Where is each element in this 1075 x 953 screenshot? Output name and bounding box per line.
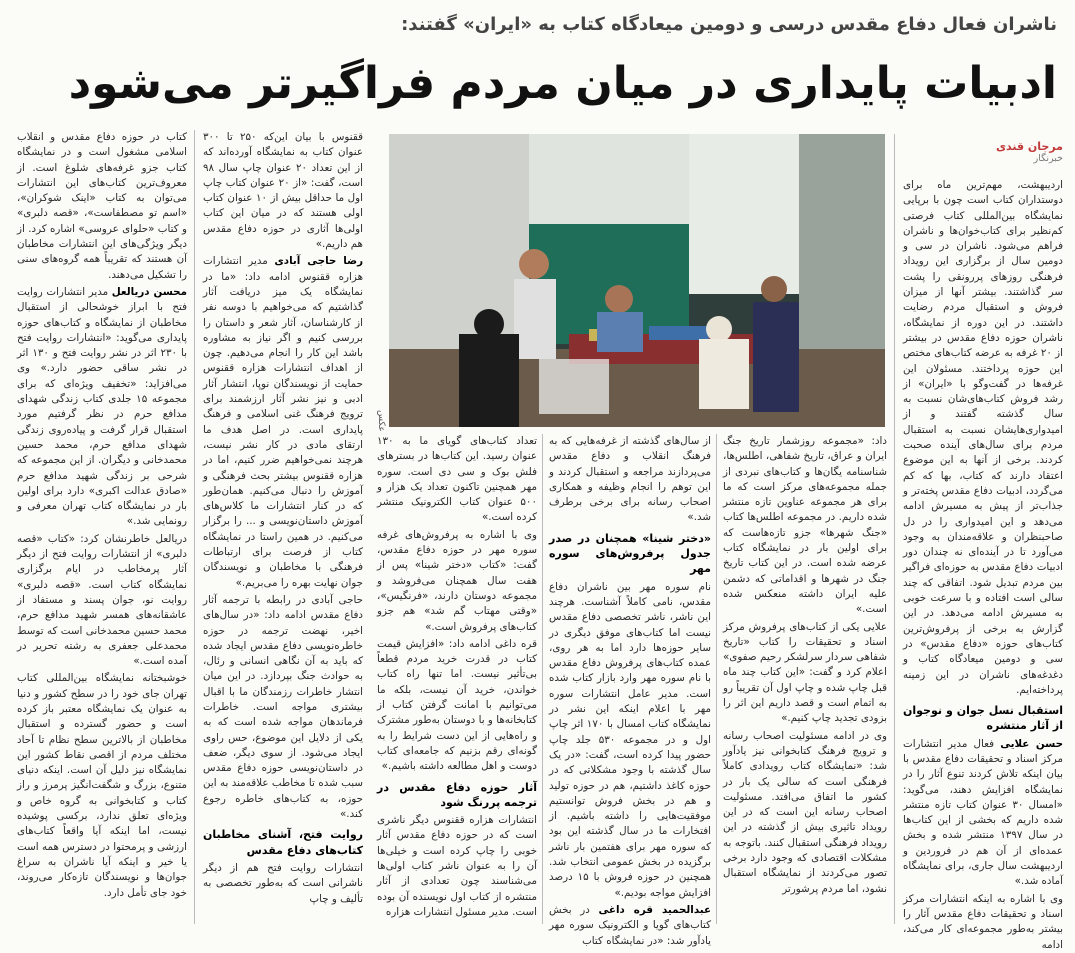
paragraph: داد: «مجموعه روزشمار تاریخ جنگ ایران و عراق، تاریخ شفاهی، اطلس‌ها، شناسنامه یگان‌ها و کتاب‌های نبردی از جمله مجموعه‌های مرکز است که ما برای هر مجموعه عناوین تازه منتشر شده داریم. در مجموعه اطلس‌ها کتاب «جنگ شهرها» جزو تازه‌هاست که برای اولین بار در نمایشگاه کتاب عرضه شده است. در این کتاب تاریخ جنگ در شهرها و اقداماتی که دشمن علیه ایران داشته منعکس شده است.» [723,435,887,616]
column-divider [716,434,717,924]
person-name: رضا حاجی آبادی [274,255,363,268]
paragraph-text: در بخش کتاب‌های گویا و الکترونیک سوره مهر یادآور شد: «در نمایشگاه کتاب [549,903,711,947]
paragraph [903,737,1063,890]
paragraph [203,254,363,591]
article-photo [389,134,885,427]
paragraph: دریالعل خاطرنشان کرد: «کتاب «قصه دلبری» از انتشارات روایت فتح از دیگر آثار پرمخاطب در ایام برگزاری نمایشگاه کتاب است. «قصه دلبری» روایت نو، جوان پسند و مستفاد از عاشقانه‌های همسر شهید مدافع حرم، محمد حسین محمدخانی است که توسط محمدعلی جعفری به رشته تحریر در آمده است.» [17,532,187,668]
paragraph [17,285,187,530]
subheading: آثار حوزه دفاع مقدس در ترجمه پررنگ شود [377,780,537,809]
paragraph: قره داغی ادامه داد: «افزایش قیمت کتاب در قدرت خرید مردم قطعاً بی‌تأثیر نیست. اما تنها راه کتاب خواندن، خرید آن نیست، بلکه ما می‌توانیم با امانت گرفتن کتاب از کتابخانه‌ها و با دوستان به‌طور مشترک و راه‌هایی از این دست شرایط را به گونه‌ای رقم بزنیم که جامعه‌ای کتاب دوست و اهل مطالعه داشته باشیم.» [377,637,537,773]
paragraph: انتشارات روایت فتح هم از دیگر ناشرانی است که به‌طور تخصصی به تألیف و چاپ [203,861,363,905]
paragraph: وی در ادامه مسئولیت اصحاب رسانه و ترویج فرهنگ کتابخوانی نیز یادآور شد: «نمایشگاه کتاب رویدادی کاملاً فرهنگی است که سالی یک بار در کشور ما اتفاق می‌افتد. مسئولیت اصحاب رسانه این است که در این رویداد تاثیری بیش از گذشته در این رویداد فرهنگی استقبال کنند. باتوجه به مشکلات اقتصادی که وجود دارد برخی تصور می‌کردند از نمایشگاه استقبال نشود، اما مردم پرشورتر [723,729,887,895]
column-2 [723,434,887,924]
book-fair-photo-illustration [389,134,885,427]
column-1 [903,178,1064,951]
person-name: محسن دریالعل [111,285,187,298]
column-divider [542,434,543,924]
subheading: استقبال نسل جوان و نوجوان از آثار منتشره [903,704,1063,733]
author-role: خبرنگار [1033,153,1063,164]
article-kicker: ناشران فعال دفاع مقدس درسی و دومین میعادگاه کتاب به «ایران» گفتند: [401,14,1057,35]
column-6 [17,130,187,924]
column-4 [377,434,537,924]
paragraph-text: فعال مدیر انتشارات مرکز اسناد و تحقیقات دفاع مقدس با بیان اینکه تلاش کردند تنوع آثار را در نمایشگاه افزایش دهند، می‌گوید: «امسال ۳۰ عنوان کتاب تازه منتشر شده داریم که بخشی از این کتاب‌ها در سال ۱۳۹۷ منتشر شده و بخش عمده‌ای از آن هم در فروردین و اردیبهشت سال جاری، برای نمایشگاه آماده شد.» [903,737,1063,888]
paragraph: ققنوس با بیان این‌که ۲۵۰ تا ۳۰۰ عنوان کتاب به نمایشگاه آورده‌اند که از این تعداد ۲۰ عنوان چاپ سال ۹۸ است، گفت: «از ۲۰ عنوان کتاب چاپ اول ما حداقل بیش از ۱۰ عنوان کتاب اولی هستند که در میان این کتاب اولی‌ها آثاری در حوزه دفاع مقدس هم داریم.» [203,131,363,251]
paragraph: حاجی آبادی در رابطه با ترجمه آثار دفاع مقدس ادامه داد: «در سال‌های اخیر، نهضت ترجمه در حوزه خاطره‌نویسی دفاع مقدس ایجاد شده که باید به آن نگاهی انسانی و رئال، به حوادث جنگ بپردازد. در این میان انتشار خاطرات رزمندگان ما با اقبال بیشتری مواجه است. خاطرات فرماندهان مواجه شده است که به یکی از دلایل این موضوع، حس راوی ایجاد می‌شود. از سوی دیگر، ضعف در داستان‌نویسی حوزه دفاع مقدس سبب شده تا مخاطب علاقه‌مند به این حوزه، به کتاب‌های خاطره رجوع کند.» [203,593,363,821]
paragraph: خوشبختانه نمایشگاه بین‌المللی کتاب تهران جای خود را در سطح کشور و دنیا به عنوان یک نمایشگاه معتبر باز کرده است و حضور گسترده و استقبال مخاطبان از بالاترین سطح نظام تا آحاد مختلف مردم از اقصی نقاط کشور این نمایشگاه نیز دلیل آن است. اینکه دنیای متنوع، بزرگ و شگفت‌انگیز پرمرز و راز کتاب و کتابخوانی به گروه خاص و ویژه‌ای تعلق ندارد، برکسی پوشیده نیست، اما اینکه آیا واقعاً کتاب‌های ارزشی و پرمحتوا در دسترس همه است یا خیر و اینکه آیا ناشران به سراغ جوان‌ها و نویسندگان تازه‌کار می‌روند، خود جای تأمل دارد. [17,672,187,899]
paragraph-text: مدیر انتشارات هزاره ققنوس ادامه داد: «ما در نمایشگاه یک میز دریافت آثار گذاشتیم که می‌خواهیم با دوسه نفر از کارشناسان، آثار شعر و داستان را بررسی کنیم و اگر نیاز به مشاوره باشد این کار را انجام می‌دهیم. چون از اهداف انتشارات هزاره ققنوس حمایت از نویسندگان نوپا، انتشار آثار ادبی و نیز نشر آثار ارزشمند برای ترویج فرهنگ غنی اسلامی و فرهنگ پایداری است. در اصل هدف ما ارتقای مادی در کار نشر نیست، هرچند نمی‌خواهیم ضرر کنیم، اما در هزاره ققنوس بیشتر بحث فرهنگی و آموزش را دنبال می‌کنیم. همان‌طور که در کنار انتشارات ما کلاس‌های آموزش داستان‌نویسی و ... را برگزار می‌کنیم. در همین راستا در نمایشگاه کتاب از فرصت برای ارتباطات فرهنگی با مخاطبان و نویسندگان جوان نهایت بهره را می‌بریم.» [203,255,363,589]
paragraph [549,903,711,949]
column-5 [203,130,363,924]
subheading: روایت فتح، آشنای مخاطبان کتاب‌های دفاع مقدس [203,828,363,857]
paragraph: انتشارات هزاره ققنوس دیگر ناشری است که در حوزه دفاع مقدس آثار خوبی را چاپ کرده است و خیلی‌ها آن را به عنوان ناشر کتاب اولی‌ها می‌شناسند چون تعدادی از آثار منتشره از کتاب اول نویسنده آن بوده است. مدیر مسئول انتشارات هزاره [377,814,537,918]
paragraph: علایی یکی از کتاب‌های پرفروش مرکز اسناد و تحقیقات را کتاب «تاریخ شفاهی سردار سرلشکر رحیم صفوی» اعلام کرد و گفت: «این کتاب چند ماه قبل چاپ شده و چاپ اول آن تقریباً رو به اتمام است و قصد داریم این اثر را بزودی تجدید چاپ کنیم.» [723,620,887,725]
author-name: مرجان قندی [995,140,1063,153]
paragraph: نام سوره مهر بین ناشران دفاع مقدس، نامی کاملاً آشناست. هرچند این ناشر، ناشر تخصصی دفاع مقدس نیست اما کتاب‌های موفق دیگری در سایر حوزه‌ها دارد اما به هر روی، عمده کتاب‌های پرفروش دفاع مقدس با نام سوره مهر وارد بازار کتاب شده است. مدیر عامل انتشارات سوره مهر با اعلام اینکه این نشر در نمایشگاه کتاب امسال با ۱۷۰ اثر چاپ اول و در مجموعه ۵۳۰ جلد چاپ حضور پیدا کرده است، گفت: «در یک سال گذشته با وجود مشکلاتی که در حوزه کاغذ داشتیم، هم در حوزه تولید و هم در بخش فروش توانستیم موفقیت‌هایی را داشته باشیم. از افتخارات ما در سال گذشته این بود که سوره مهر برای هفتمین بار ناشر برگزیده در بخش عمومی انتخاب شد. همچنین در حوزه فروش با ۱۵ درصد افزایش مواجه بودیم.» [549,580,712,899]
person-name: حسن علایی [1000,737,1063,750]
byline [903,140,1063,172]
paragraph: وی با اشاره به اینکه انتشارات مرکز اسناد و تحقیقات دفاع مقدس آثار را بیشتر به‌طور مجموعه‌ای کار می‌کند، ادامه [903,892,1063,951]
person-name: عبدالحمید قره داغی [598,903,711,916]
subheading: «دختر شینا» همچنان در صدر جدول پرفروش‌های سوره مهر [549,531,711,576]
paragraph: وی با اشاره به پرفروش‌های غرفه سوره مهر در حوزه دفاع مقدس، گفت: «کتاب «دختر شینا» پس از هفت سال همچنان می‌فروشد و مجموعه دوستان دارند، «فرنگیس»، «وقتی مهتاب گم شد» هم جزو کتاب‌های پرفروش است.» [377,528,537,633]
paragraph: اردیبهشت، مهم‌ترین ماه برای دوستداران کتاب است چون با برپایی نمایشگاه بین‌المللی کتاب فرصتی کم‌نظیر برای کتاب‌خوان‌ها و ناشران فراهم می‌شود. ناشران در سی و دومین سال از برگزاری این رویداد فرهنگی روزهای پررونقی را پشت سر گذاشتند. بیشتر آنها از میزان فروش و استقبال مردم رضایت داشتند. در این دوره از نمایشگاه، ناشران حوزه دفاع مقدس در بیشتر از ۲۰ غرفه به عرضه کتاب‌های مختص این حوزه پرداختند. مسئولان این غرفه‌ها در گفت‌وگو با «ایران» از رشد فروش کتاب‌های‌شان نسبت به سال گذشته گفتند و از امیدواری‌هایشان نسبت به استقبال مردم برای سال‌های آینده صحبت کردند. برخی از آنها به این موضوع اعتقاد دارند که کتاب، بها که کم می‌گردد، ادبیات دفاع مقدس پخته‌تر و جذاب‌تر از پیش به مسیرش ادامه می‌دهد و این امیدواری را در دل صاحبنظران و علاقه‌مندان به وجود می‌آورد تا در آینده‌ای نه چندان دور ادبیات دفاع مقدس به حوزه‌ای فراگیر بین مردم تبدیل شود. اتفاقی که چند سالی است افتاده و با سرعت خوبی به مسیرش ادامه می‌دهد. در این گزارش به برخی از پرفروش‌ترین کتاب‌های حوزه «دفاع مقدس» در سی و دومین میعادگاه کتاب و دغدغه‌های ناشران در این زمینه پرداخته‌ایم. [903,179,1064,696]
column-divider [894,134,895,924]
paragraph-text: مدیر انتشارات روایت فتح با ابراز خوشحالی از استقبال مخاطبان از نمایشگاه و کتاب‌های حوزه پایداری می‌گوید: «انتشارات روایت فتح با ۲۳۰ اثر در نشر روایت فتح و ۱۳۰ اثر در نشر ساقی حضور دارد.» وی می‌افزاید: «تخفیف ویژه‌ای که برای مجموعه ۱۵ جلدی کتاب زندگی شهدای مدافع حرم در نظر گرفتیم مورد استقبال قرار گرفت و پیاده‌روی زندگی شهدای مدافع حرم، محمد حسین محمدخانی و دیگران. از این مجموعه که شرحی بر زندگی شهید مدافع حرم «صادق عدالت اکبری» دارد برای اولین بار در نمایشگاه کتاب تهران معرفی و رونمایی شد.» [17,285,187,528]
article-headline: ادبیات پایداری در میان مردم فراگیرتر می‌شود [68,58,1057,109]
paragraph: از سال‌های گذشته از غرفه‌هایی که به فرهنگ انقلاب و دفاع مقدس می‌پردازند مراجعه و استقبال کردند و این توهم را انجام وظیفه و همکاری اصحاب رسانه برای برخی برطرف شد.» [549,435,711,524]
column-3 [549,434,712,947]
paragraph: کتاب در حوزه دفاع مقدس و انقلاب اسلامی مشغول است و در نمایشگاه کتاب جزو غرفه‌های شلوغ است. از معروف‌ترین کتاب‌های این انتشارات می‌توان به کتاب «اینک شوکران»، «اسم تو مصطفاست»، «قصه دلبری» و کتاب «حلوای عروسی» اشاره کرد. از دیگر ویژگی‌های این انتشارات مخاطبان آن هستند که تقریباً همه گروه‌های سنی را تشکیل می‌دهند. [17,131,187,281]
photo-caption: عکس [376,410,386,432]
column-divider [194,130,195,924]
paragraph: تعداد کتاب‌های گویای ما به ۱۳۰ عنوان رسید. این کتاب‌ها در بسترهای فلش بوک و سی دی است. سوره مهر همچنین تاکنون تعداد یک هزار و ۵۰۰ عنوان کتاب الکترونیک منتشر کرده است.» [377,435,537,524]
